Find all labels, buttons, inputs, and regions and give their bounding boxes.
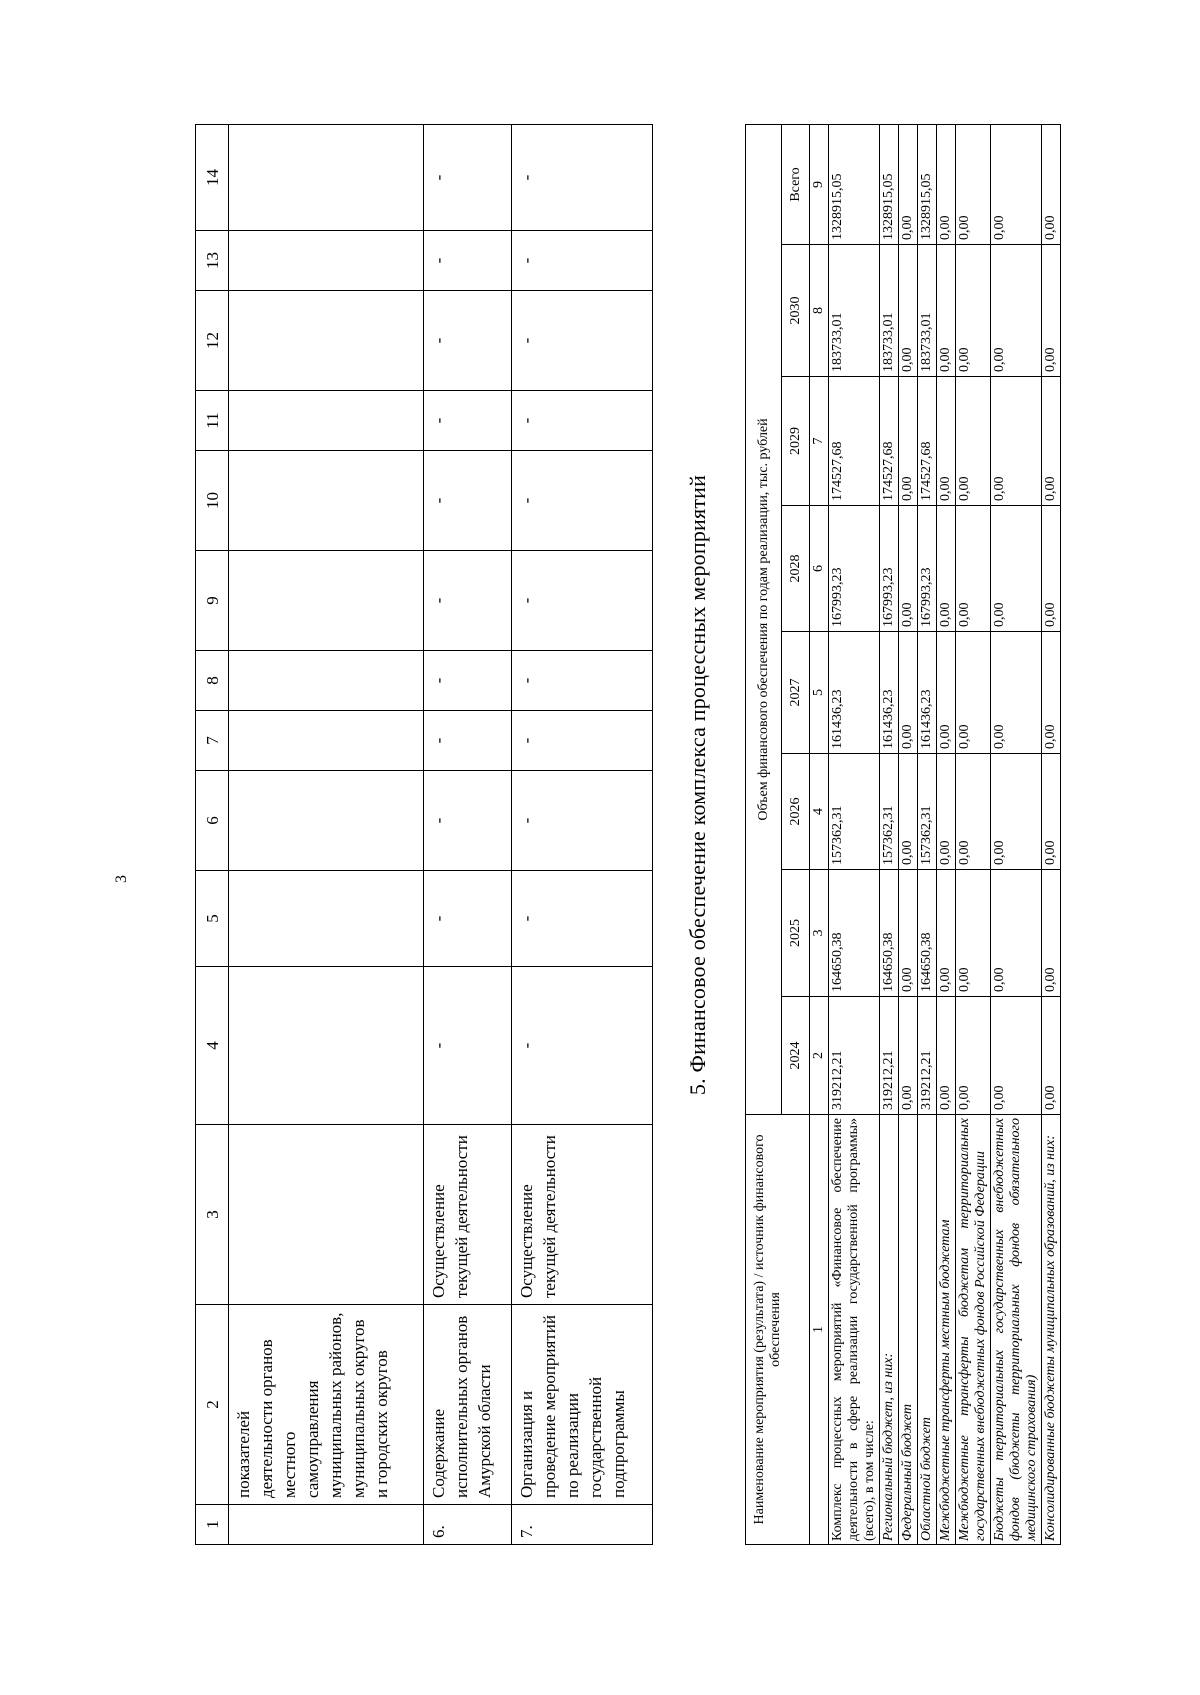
finance-table-row [899, 124, 918, 1544]
row-mark: - [511, 231, 652, 291]
finance-value-cell: 0,00 [991, 124, 1042, 244]
finance-value-cell: 0,00 [937, 506, 956, 632]
finance-value-cell: 0,00 [956, 632, 991, 754]
finance-value-cell: 0,00 [937, 870, 956, 997]
row-number [229, 1505, 424, 1545]
finance-column-index: 1 [810, 1115, 829, 1545]
finance-value-cell: 164650,38 [880, 870, 899, 997]
finance-year-header: Всего [782, 124, 810, 244]
row-type [229, 1125, 424, 1305]
finance-value-cell: 1328915,05 [918, 124, 937, 244]
row-mark: - [423, 651, 511, 711]
row-mark: - [511, 651, 652, 711]
finance-value-cell: 0,00 [899, 754, 918, 870]
finance-value-cell: 0,00 [956, 245, 991, 377]
row-number: 6. [423, 1505, 511, 1545]
row-type: Осуществление текущей деятельности [423, 1125, 511, 1305]
row-name: показателей деятельности органов местного самоуправления муниципальных районов, муниципальных округов и городских округов [229, 1305, 424, 1505]
finance-volume-header: Объем финансового обеспечения по годам реализации, тыс. рублей [746, 124, 782, 1114]
finance-table-row [956, 124, 991, 1544]
finance-year-header: 2028 [782, 506, 810, 632]
row-mark: - [423, 771, 511, 871]
finance-row-name: Межбюджетные трансферты местным бюджетам [937, 1115, 956, 1545]
finance-value-cell: 0,00 [991, 245, 1042, 377]
finance-value-cell: 0,00 [1042, 124, 1061, 244]
finance-value-cell: 164650,38 [829, 870, 880, 997]
row-mark [229, 125, 424, 231]
row-mark: - [511, 125, 652, 231]
row-mark: - [423, 291, 511, 391]
upper-header-cell: 12 [196, 291, 229, 391]
upper-header-cell: 6 [196, 771, 229, 871]
row-mark: - [511, 291, 652, 391]
finance-value-cell: 0,00 [937, 754, 956, 870]
finance-value-cell: 0,00 [899, 997, 918, 1115]
finance-value-cell: 167993,23 [880, 506, 899, 632]
finance-table-block [745, 125, 1061, 1545]
finance-value-cell: 0,00 [937, 632, 956, 754]
finance-row-name: Межбюджетные трансферты бюджетам территориальных государственных внебюджетных фондов Российской Федерации [956, 1115, 991, 1545]
upper-header-cell: 9 [196, 551, 229, 651]
upper-header-cell: 1 [196, 1505, 229, 1545]
finance-column-index: 2 [810, 997, 829, 1115]
finance-value-cell: 0,00 [1042, 506, 1061, 632]
row-name: Содержание исполнительных органов Амурской области [423, 1305, 511, 1505]
upper-table [195, 124, 653, 1545]
row-mark: - [511, 871, 652, 967]
finance-value-cell: 0,00 [899, 632, 918, 754]
upper-table-header-row [196, 125, 229, 1545]
row-mark [229, 231, 424, 291]
finance-value-cell: 161436,23 [880, 632, 899, 754]
upper-table-row [511, 125, 652, 1545]
finance-value-cell: 0,00 [899, 245, 918, 377]
finance-value-cell: 0,00 [1042, 632, 1061, 754]
finance-value-cell: 0,00 [1042, 245, 1061, 377]
upper-header-cell: 14 [196, 125, 229, 231]
finance-column-index: 7 [810, 377, 829, 506]
finance-value-cell: 0,00 [1042, 870, 1061, 997]
rotated-page-content [195, 125, 1058, 1545]
finance-value-cell: 157362,31 [880, 754, 899, 870]
upper-header-cell: 4 [196, 967, 229, 1125]
finance-value-cell: 0,00 [937, 377, 956, 506]
finance-value-cell: 0,00 [991, 506, 1042, 632]
finance-value-cell: 157362,31 [829, 754, 880, 870]
upper-header-cell: 10 [196, 451, 229, 551]
finance-column-index: 4 [810, 754, 829, 870]
upper-table-row [423, 125, 511, 1545]
row-mark: - [511, 451, 652, 551]
finance-index-row [810, 124, 829, 1544]
finance-value-cell: 0,00 [991, 870, 1042, 997]
row-mark: - [423, 871, 511, 967]
finance-column-index: 9 [810, 124, 829, 244]
finance-value-cell: 157362,31 [918, 754, 937, 870]
finance-year-header: 2029 [782, 377, 810, 506]
finance-value-cell: 0,00 [899, 506, 918, 632]
row-mark: - [423, 231, 511, 291]
finance-value-cell: 0,00 [956, 124, 991, 244]
upper-header-cell: 5 [196, 871, 229, 967]
finance-table-row [918, 124, 937, 1544]
finance-value-cell: 0,00 [1042, 754, 1061, 870]
finance-value-cell: 0,00 [899, 124, 918, 244]
finance-year-header: 2027 [782, 632, 810, 754]
finance-column-index: 5 [810, 632, 829, 754]
finance-value-cell: 319212,21 [829, 997, 880, 1115]
upper-header-cell: 13 [196, 231, 229, 291]
row-mark: - [423, 967, 511, 1125]
upper-header-cell: 3 [196, 1125, 229, 1305]
finance-value-cell: 167993,23 [829, 506, 880, 632]
finance-value-cell: 0,00 [937, 124, 956, 244]
finance-value-cell: 161436,23 [829, 632, 880, 754]
finance-column-index: 6 [810, 506, 829, 632]
row-mark: - [423, 125, 511, 231]
finance-value-cell: 0,00 [991, 632, 1042, 754]
row-number: 7. [511, 1505, 652, 1545]
upper-header-cell: 8 [196, 651, 229, 711]
row-mark: - [423, 551, 511, 651]
upper-table-row [229, 125, 424, 1545]
finance-value-cell: 0,00 [1042, 377, 1061, 506]
finance-value-cell: 0,00 [937, 997, 956, 1115]
finance-value-cell: 0,00 [956, 870, 991, 997]
row-mark: - [423, 391, 511, 451]
row-mark [229, 291, 424, 391]
finance-value-cell: 0,00 [899, 870, 918, 997]
row-mark: - [511, 391, 652, 451]
finance-value-cell: 161436,23 [918, 632, 937, 754]
finance-value-cell: 0,00 [899, 377, 918, 506]
row-mark: - [511, 771, 652, 871]
finance-year-header: 2024 [782, 997, 810, 1115]
page-number: 3 [113, 875, 130, 883]
upper-header-cell: 2 [196, 1305, 229, 1505]
finance-table-row [1042, 124, 1061, 1544]
finance-row-name: Федеральный бюджет [899, 1115, 918, 1545]
finance-row-name: Областной бюджет [918, 1115, 937, 1545]
finance-row-name: Комплекс процессных мероприятий «Финансовое обеспечение деятельности в сфере реализации государственной программы» (всего), в том числе: [829, 1115, 880, 1545]
upper-table-block [195, 125, 655, 1545]
row-mark: - [511, 551, 652, 651]
finance-value-cell: 0,00 [956, 377, 991, 506]
row-mark [229, 871, 424, 967]
finance-value-cell: 319212,21 [918, 997, 937, 1115]
finance-value-cell: 0,00 [991, 754, 1042, 870]
finance-column-index: 3 [810, 870, 829, 997]
finance-value-cell: 1328915,05 [829, 124, 880, 244]
row-mark: - [423, 451, 511, 551]
row-mark [229, 967, 424, 1125]
finance-value-cell: 183733,01 [880, 245, 899, 377]
finance-value-cell: 183733,01 [918, 245, 937, 377]
finance-value-cell: 174527,68 [880, 377, 899, 506]
row-mark: - [423, 711, 511, 771]
finance-name-header: Наименование мероприятия (результата) / источник финансового обеспечения [746, 1115, 810, 1545]
upper-header-cell: 7 [196, 711, 229, 771]
finance-table-row [991, 124, 1042, 1544]
upper-header-cell: 11 [196, 391, 229, 451]
finance-row-name: Бюджеты территориальных государственных внебюджетных фондов (бюджеты территориальных фондов обязательного медицинского страхования) [991, 1115, 1042, 1545]
finance-value-cell: 0,00 [991, 377, 1042, 506]
row-mark [229, 391, 424, 451]
finance-year-header: 2026 [782, 754, 810, 870]
finance-table-row [829, 124, 880, 1544]
finance-value-cell: 0,00 [1042, 997, 1061, 1115]
finance-value-cell: 0,00 [956, 754, 991, 870]
finance-column-index: 8 [810, 245, 829, 377]
finance-value-cell: 0,00 [937, 245, 956, 377]
finance-value-cell: 0,00 [991, 997, 1042, 1115]
finance-row-name: Консолидированные бюджеты муниципальных образований, из них: [1042, 1115, 1061, 1545]
finance-value-cell: 0,00 [956, 997, 991, 1115]
row-mark [229, 771, 424, 871]
finance-row-name: Региональный бюджет, из них: [880, 1115, 899, 1545]
row-type: Осуществление текущей деятельности [511, 1125, 652, 1305]
finance-value-cell: 1328915,05 [880, 124, 899, 244]
finance-value-cell: 174527,68 [829, 377, 880, 506]
row-mark: - [511, 711, 652, 771]
row-mark [229, 651, 424, 711]
finance-year-header: 2025 [782, 870, 810, 997]
finance-value-cell: 167993,23 [918, 506, 937, 632]
finance-year-header: 2030 [782, 245, 810, 377]
finance-table [745, 124, 1061, 1545]
row-mark [229, 451, 424, 551]
finance-table-row [937, 124, 956, 1544]
finance-value-cell: 0,00 [956, 506, 991, 632]
section-title: 5. Финансовое обеспечение комплекса процессных мероприятий [685, 474, 710, 1096]
finance-value-cell: 183733,01 [829, 245, 880, 377]
row-mark: - [511, 967, 652, 1125]
finance-table-row [880, 124, 899, 1544]
finance-value-cell: 164650,38 [918, 870, 937, 997]
finance-header-row-1 [746, 124, 782, 1544]
finance-value-cell: 174527,68 [918, 377, 937, 506]
row-mark [229, 551, 424, 651]
row-mark [229, 711, 424, 771]
finance-value-cell: 319212,21 [880, 997, 899, 1115]
row-name: Организация и проведение мероприятий по реализации государственной подпрограммы [511, 1305, 652, 1505]
